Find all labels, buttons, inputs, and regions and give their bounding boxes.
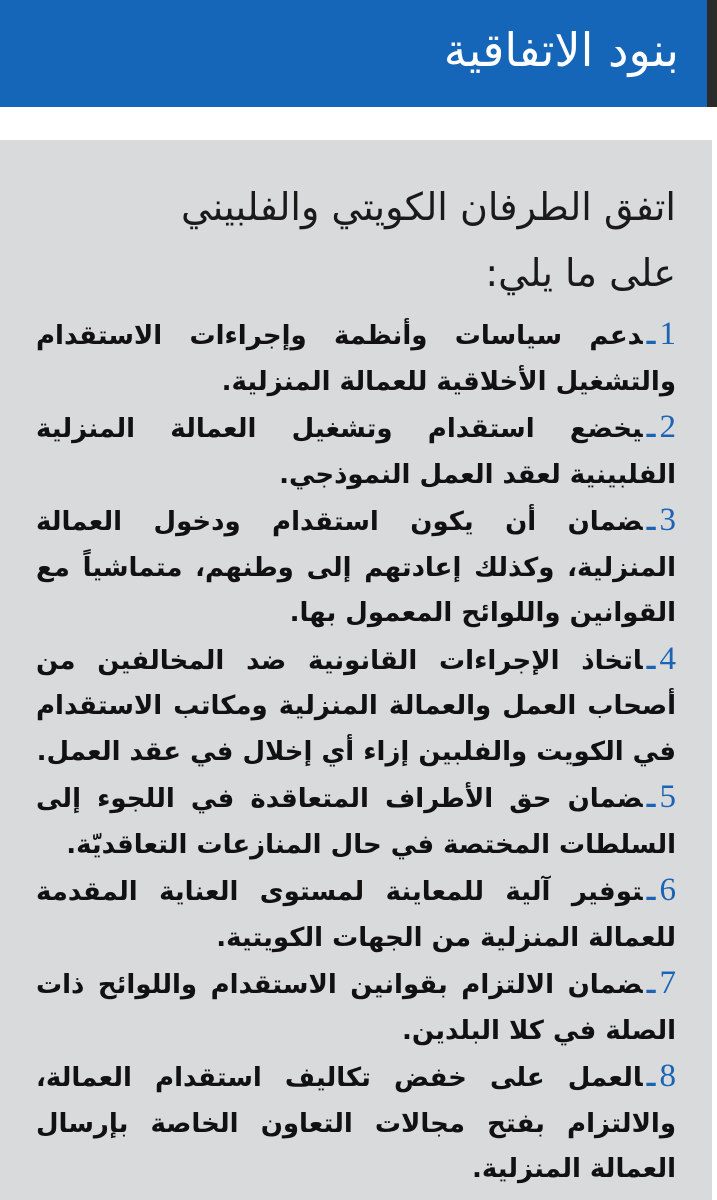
item-text: ضمان أن يكون استقدام ودخول العمالة المنزلية، وكذلك إعادتهم إلى وطنهم، متماشياً مع القوانين واللوائح المعمول بها. [36,507,676,628]
item-dash: ـ [646,645,656,676]
item-dash: ـ [646,877,656,907]
item-dash: ـ [646,784,656,814]
item-number: 6 [659,872,676,908]
item-number: 3 [659,502,676,538]
item-dash: ـ [646,414,656,444]
item-dash: ـ [646,1063,656,1093]
item-number: 1 [659,316,676,352]
intro-line-2: على ما يلي: [485,251,676,295]
item-number: 4 [659,640,676,677]
list-item [36,637,676,776]
terms-panel [0,140,712,1200]
item-text: دعم سياسات وأنظمة وإجراءات الاستقدام والتشغيل الأخلاقية للعمالة المنزلية. [36,321,676,397]
item-number: 7 [659,965,676,1001]
list-item [36,405,676,498]
item-number: 2 [659,409,676,445]
item-dash: ـ [646,507,656,537]
item-number: 8 [659,1058,676,1094]
list-item [36,775,676,868]
item-text: توفير آلية للمعاينة لمستوى العناية المقدمة للعمالة المنزلية من الجهات الكويتية. [36,877,676,953]
list-item [36,868,676,961]
intro-text [36,174,676,306]
page-title: بنود الاتفاقية [443,23,679,77]
item-text: يخضع استقدام وتشغيل العمالة المنزلية الفلبينية لعقد العمل النموذجي. [36,414,676,490]
list-item [36,961,676,1054]
item-number: 5 [659,779,676,815]
list-item [36,498,676,637]
item-text: ضمان الالتزام بقوانين الاستقدام واللوائح ذات الصلة في كلا البلدين. [36,970,676,1046]
title-banner [0,0,707,107]
item-text: اتخاذ الإجراءات القانونية ضد المخالفين من أصحاب العمل والعمالة المنزلية ومكاتب الاستقدام في الكويت والفلبين إزاء أي إخلال في عقد العمل. [36,645,676,767]
item-dash: ـ [646,970,656,1000]
item-text: ضمان حق الأطراف المتعاقدة في اللجوء إلى السلطات المختصة في حال المنازعات التعاقديّة. [36,784,676,860]
list-item [36,1054,676,1193]
item-dash: ـ [646,321,656,351]
banner-edge-accent [707,0,717,107]
terms-list [36,312,676,1193]
list-item [36,312,676,405]
intro-line-1: اتفق الطرفان الكويتي والفلبيني [180,185,676,229]
item-text: العمل على خفض تكاليف استقدام العمالة، والالتزام بفتح مجالات التعاون الخاصة بإرسال العمالة المنزلية. [36,1063,676,1184]
